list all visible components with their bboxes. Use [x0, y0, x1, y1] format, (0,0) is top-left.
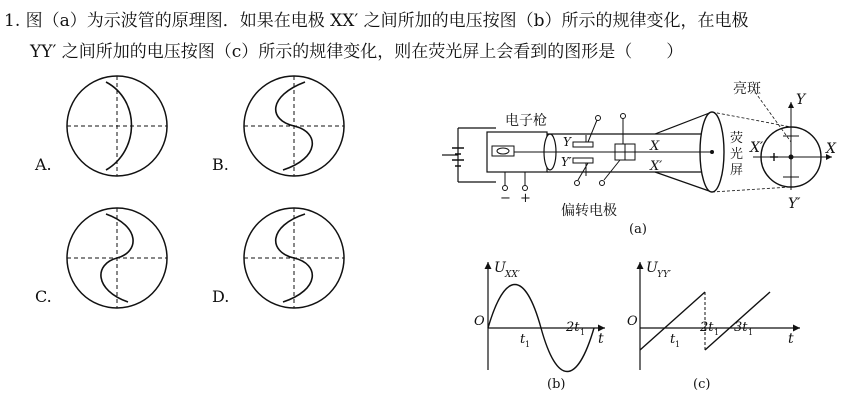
label-screen-1: 荧 [730, 131, 744, 146]
question-line-2: YY′ 之间所加的电压按图（c）所示的规律变化，则在荧光屏上会看到的图形是（ ） [30, 42, 684, 62]
label-axis-yp: Y′ [788, 196, 801, 212]
figure-b-origin: O [474, 314, 485, 329]
figure-c-ylabel-sub: YY′ [657, 270, 671, 280]
label-plate-yp: Y′ [561, 155, 572, 169]
option-d-label[interactable]: D. [212, 287, 230, 306]
figure-b-tick2-sub: 1 [580, 328, 586, 337]
option-c-label[interactable]: C. [35, 287, 52, 306]
question-number: 1. [4, 11, 21, 31]
label-bright-spot: 亮斑 [733, 81, 761, 97]
option-b-label[interactable]: B. [212, 155, 229, 174]
figure-c-origin: O [627, 314, 638, 329]
option-a-label[interactable]: A. [35, 155, 52, 174]
figure-b-tick2: 2t [566, 320, 580, 335]
option-b-figure[interactable] [244, 76, 344, 176]
label-electron-gun: 电子枪 [505, 113, 547, 129]
figure-c-tick3-sub: 1 [748, 328, 754, 337]
figure-b-ylabel: U [494, 260, 506, 276]
caption-b: (b) [547, 377, 566, 392]
figure-c-tick1-sub: 1 [675, 340, 681, 349]
label-axis-xp: X′ [750, 140, 764, 156]
figure-c-tick1: t [670, 332, 676, 347]
label-plate-y: Y [563, 135, 571, 149]
option-a-figure[interactable] [67, 76, 167, 176]
figure-c-uyy-graph [627, 260, 800, 392]
label-plate-xp: X′ [650, 159, 663, 174]
question-text-1: 图（a）为示波管的原理图．如果在电极 XX′ 之间所加的电压按图（b）所示的规律变化，在电极 [25, 11, 749, 31]
label-axis-x: X [826, 141, 836, 157]
figure-c-ylabel: U [646, 260, 658, 276]
figure-b-tick1-sub: 1 [525, 340, 531, 349]
figure-c-tick2-sub: 1 [714, 328, 720, 337]
figure-b-tick1: t [520, 332, 526, 347]
figure-c-xlabel: t [788, 331, 794, 347]
label-plate-x: X [650, 139, 660, 154]
bright-spot-dot [789, 155, 794, 160]
label-screen-2: 光 [730, 147, 744, 162]
figure-b-ylabel-sub: XX′ [505, 270, 520, 280]
figure-c-tick3: 3t [734, 320, 748, 335]
label-minus: − [500, 191, 511, 206]
caption-a: (a) [629, 222, 647, 237]
figure-b-uxx-graph [474, 260, 605, 392]
option-d-figure[interactable] [244, 208, 344, 308]
label-axis-y: Y [796, 92, 806, 108]
label-screen-3: 屏 [730, 163, 744, 178]
label-deflection-electrode: 偏转电极 [561, 203, 617, 219]
option-c-figure[interactable] [67, 208, 167, 308]
caption-c: (c) [693, 377, 711, 392]
figure-b-xlabel: t [598, 331, 604, 347]
plate-y [573, 142, 593, 147]
label-plus: + [520, 191, 531, 206]
figure-a-oscilloscope [442, 81, 837, 237]
plate-yp [573, 158, 593, 163]
figure-c-tick2: 2t [700, 320, 714, 335]
